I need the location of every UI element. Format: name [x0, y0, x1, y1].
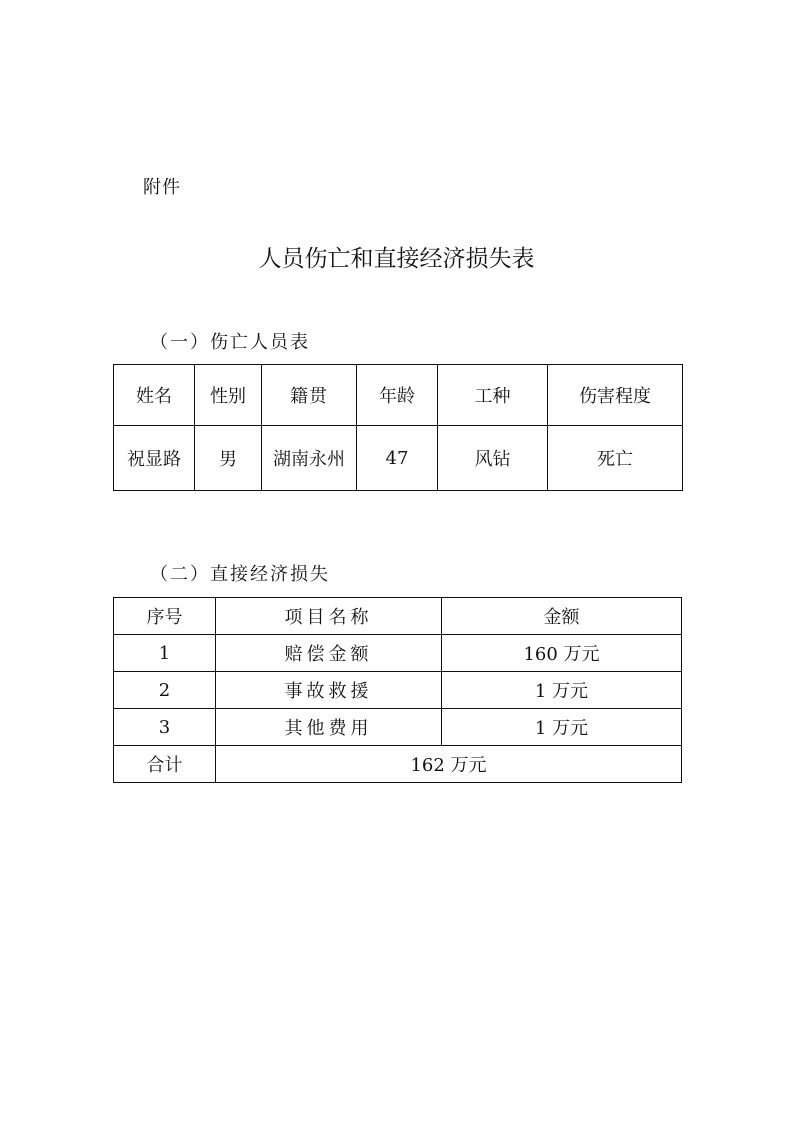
table-row: [114, 426, 683, 491]
table-row: [114, 635, 682, 672]
economic-loss-table: [113, 597, 682, 783]
casualty-section-heading: （一）伤亡人员表: [150, 332, 310, 353]
header-job-type: 工种: [438, 365, 548, 426]
header-serial-number: 序号: [114, 598, 216, 635]
table-row: [114, 709, 682, 746]
cell-gender: 男: [195, 426, 262, 491]
casualty-table: [113, 364, 683, 491]
header-age: 年龄: [357, 365, 438, 426]
total-row: [114, 746, 682, 783]
cell-injury-degree: 死亡: [548, 426, 683, 491]
header-gender: 性别: [195, 365, 262, 426]
header-injury-degree: 伤害程度: [548, 365, 683, 426]
total-value: 162 万元: [216, 746, 682, 783]
header-hometown: 籍贯: [262, 365, 357, 426]
table-row: [114, 672, 682, 709]
casualty-table-header-row: [114, 365, 683, 426]
cell-amount: 1 万元: [442, 709, 682, 746]
cell-age: 47: [357, 426, 438, 491]
header-name: 姓名: [114, 365, 195, 426]
cell-amount: 160 万元: [442, 635, 682, 672]
cell-amount: 1 万元: [442, 672, 682, 709]
document-title: 人员伤亡和直接经济损失表: [258, 246, 535, 272]
header-item-name: 项目名称: [216, 598, 442, 635]
cell-serial-number: 3: [114, 709, 216, 746]
cell-item-name: 赔偿金额: [216, 635, 442, 672]
cell-name: 祝显路: [114, 426, 195, 491]
attachment-label: 附件: [143, 177, 181, 198]
economic-loss-section-heading: （二）直接经济损失: [150, 564, 330, 585]
cell-item-name: 其他费用: [216, 709, 442, 746]
cell-item-name: 事故救援: [216, 672, 442, 709]
cell-hometown: 湖南永州: [262, 426, 357, 491]
cell-job-type: 风钻: [438, 426, 548, 491]
economic-loss-header-row: [114, 598, 682, 635]
cell-serial-number: 2: [114, 672, 216, 709]
cell-serial-number: 1: [114, 635, 216, 672]
header-amount: 金额: [442, 598, 682, 635]
total-label: 合计: [114, 746, 216, 783]
